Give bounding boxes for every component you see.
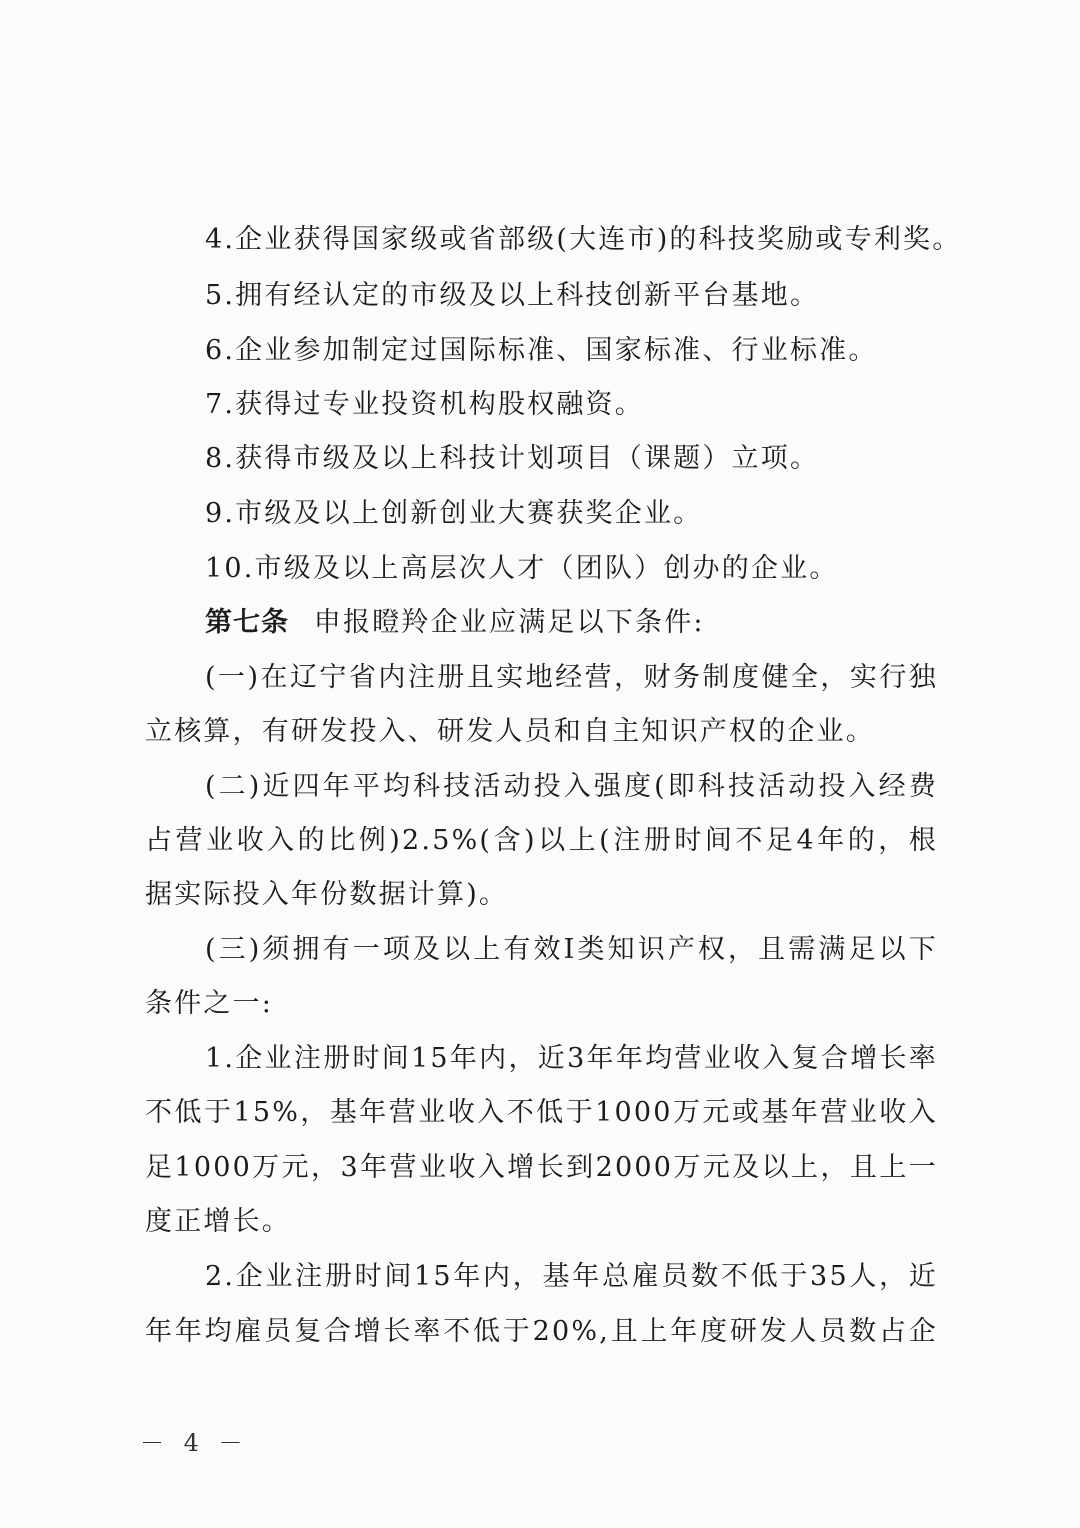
list-item-9: 9.市级及以上创新创业大赛获奖企业。 [205, 498, 703, 529]
condition-2-line-3: 据实际投入年份数据计算)。 [145, 879, 509, 910]
list-item-6: 6.企业参加制定过国际标准、国家标准、行业标准。 [205, 335, 878, 366]
sub-condition-1-line-3: 足1000万元，3年营业收入增长到2000万元及以上，且上一 [145, 1152, 938, 1183]
article-heading: 第七条 [205, 607, 289, 638]
sub-condition-2-line-2: 年年均雇员复合增长率不低于20%,且上年度研发人员数占企 [145, 1316, 938, 1347]
sub-condition-2-line-1: 2.企业注册时间15年内，基年总雇员数不低于35人，近 [205, 1261, 938, 1292]
sub-condition-1-line-4: 度正增长。 [145, 1206, 291, 1237]
page-number: － 4 － [140, 1429, 249, 1457]
list-item-5: 5.拥有经认定的市级及以上科技创新平台基地。 [205, 280, 820, 311]
condition-2-line-2: 占营业收入的比例)2.5%(含)以上(注册时间不足4年的，根 [145, 825, 938, 856]
list-item-10: 10.市级及以上高层次人才（团队）创办的企业。 [205, 553, 839, 584]
condition-1-line-1: (一)在辽宁省内注册且实地经营，财务制度健全，实行独 [205, 662, 938, 693]
condition-3-line-2: 条件之一: [145, 988, 274, 1019]
sub-condition-1-line-2: 不低于15%，基年营业收入不低于1000万元或基年营业收入 [145, 1097, 938, 1128]
list-item-7: 7.获得过专业投资机构股权融资。 [205, 389, 644, 420]
condition-1-line-2: 立核算，有研发投入、研发人员和自主知识产权的企业。 [145, 716, 875, 747]
list-item-4: 4.企业获得国家级或省部级(大连市)的科技奖励或专利奖。 [205, 224, 962, 255]
condition-2-line-1: (二)近四年平均科技活动投入强度(即科技活动投入经费 [205, 771, 938, 802]
article-text: 申报瞪羚企业应满足以下条件: [313, 607, 705, 638]
article-7-line [205, 605, 705, 641]
list-item-8: 8.获得市级及以上科技计划项目（课题）立项。 [205, 443, 820, 474]
condition-3-line-1: (三)须拥有一项及以上有效I类知识产权，且需满足以下 [205, 934, 938, 965]
sub-condition-1-line-1: 1.企业注册时间15年内，近3年年均营业收入复合增长率 [205, 1043, 938, 1074]
